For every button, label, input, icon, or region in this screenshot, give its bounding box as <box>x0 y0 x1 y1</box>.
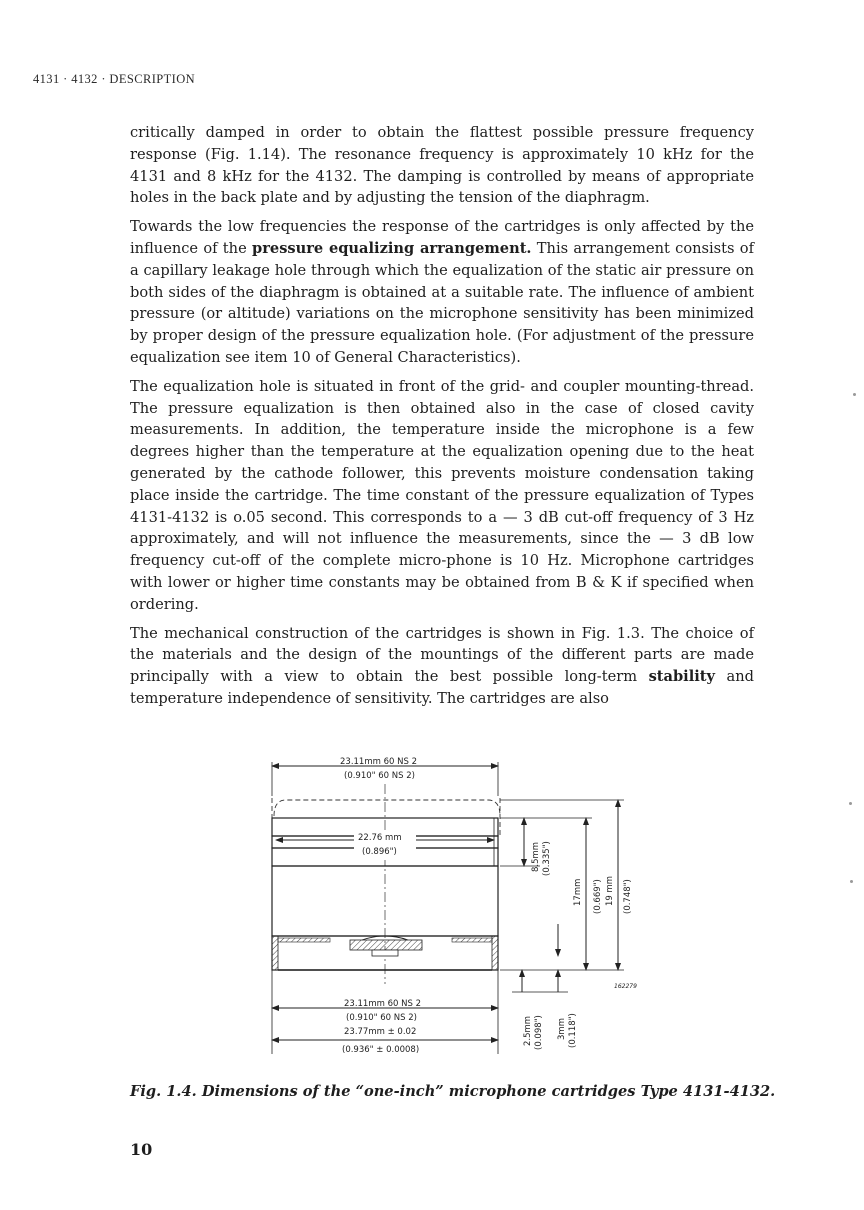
dim-label: 23.77mm ± 0.02 <box>344 1027 417 1037</box>
dim-label: (0.098") <box>534 1015 544 1050</box>
dim-label: (0.748") <box>623 879 633 914</box>
dim-label: 19 mm <box>605 875 615 906</box>
dim-label: (0.118") <box>568 1013 578 1048</box>
bold-term: pressure equalizing arrangement. <box>252 239 532 257</box>
dim-label: 22.76 mm <box>358 833 402 843</box>
text-run: and temperature independence of sensitivity. The cartridges are also <box>130 668 754 707</box>
scan-speck <box>853 393 856 396</box>
dim-label: 23.11mm 60 NS 2 <box>340 757 417 767</box>
bottom-height-dimensions <box>512 970 578 1050</box>
dim-label: 2.5mm <box>523 1015 533 1046</box>
paragraph <box>130 122 754 209</box>
dim-label: 17mm <box>573 878 583 906</box>
cartridge-dimension-drawing <box>262 756 642 1076</box>
scan-speck <box>850 880 853 883</box>
dim-label: (0.910" 60 NS 2) <box>344 771 415 781</box>
text-run: Towards the low frequencies the response of the cartridges is only affected by the influence of the <box>130 218 754 257</box>
dim-label: 3mm <box>557 1018 567 1040</box>
height-dimensions <box>500 800 637 990</box>
body-text <box>130 122 754 717</box>
dim-label: (0.936" ± 0.0008) <box>342 1045 420 1055</box>
text-run: This arrangement consists of a capillary leakage hole through which the equalization of the static air pressure on both sides of the diaphragm is obtained at a suitable rate. The influence of ambient pressure (or altitude) variations on the microphone sensitivity has been minimized by proper design of the pressure equalization hole. (For adjustment of the pressure equalization see item 10 of General Characteristics). <box>130 239 754 366</box>
dim-label: (0.335") <box>542 841 552 876</box>
dim-label: (0.910" 60 NS 2) <box>346 1013 417 1023</box>
dim-label: 8.5mm <box>531 841 541 872</box>
running-header: 4131 · 4132 · DESCRIPTION <box>33 72 196 86</box>
text-run: The equalization hole is situated in front of the grid- and coupler mounting-thread. The pressure equalization is then obtained also in the case of closed cavity measurements. In addition, the temperature inside the microphone is a few degrees higher than the temperature at the equalization opening due to the heat generated by the cathode follower, this prevents moisture condensation taking place inside the cartridge. The time constant of the pressure equalization of Types 4131-4132 is o.05 second. This corresponds to a — 3 dB cut-off frequency of 3 Hz approximately, and will not influence the measurements, since the — 3 dB low frequency cut-off of the complete micro-phone is 10 Hz. Microphone cartridges with lower or higher time constants may be obtained from B & K if specified when ordering. <box>130 377 754 613</box>
scan-speck <box>849 802 852 805</box>
figure-caption: Fig. 1.4. Dimensions of the “one-inch” microphone cartridges Type 4131-4132. <box>130 1083 776 1100</box>
drawing-number: 162279 <box>614 983 637 990</box>
dim-label: 23.11mm 60 NS 2 <box>344 999 421 1009</box>
paragraph <box>130 376 754 616</box>
dim-label: (0.669") <box>593 879 603 914</box>
text-run: critically damped in order to obtain the flattest possible pressure frequency response (Fig. 1.14). The resonance frequency is approximately 10 kHz for the 4131 and 8 kHz for the 4132. The damping is controlled by means of appropriate holes in the back plate and by adjusting the tension of the diaphragm. <box>130 124 754 207</box>
text-run: The mechanical construction of the cartridges is shown in Fig. 1.3. The choice of the materials and the design of the mountings of the different parts are made principally with a view to obtain the best possible long-term <box>130 624 754 686</box>
dim-label: (0.896") <box>362 847 397 857</box>
page-number: 10 <box>130 1140 153 1159</box>
paragraph <box>130 623 754 710</box>
bold-term: stability <box>648 668 716 686</box>
paragraph <box>130 216 754 369</box>
